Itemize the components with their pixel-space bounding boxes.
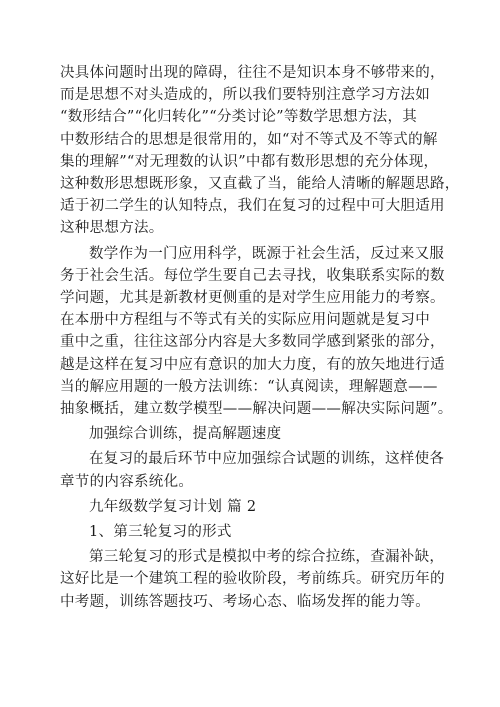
text-line: 当的解应用题的一般方法训练：“认真阅读，理解题意—— bbox=[60, 378, 438, 395]
text-line: “数形结合”“化归转化”“分类讨论”等数学思想方法，其 bbox=[60, 109, 418, 126]
text-line: 在复习的最后环节中应加强综合试题的训练，这样使各 bbox=[89, 451, 445, 468]
text-line: 重中之重，往往这部分内容是大多数同学感到紧张的部分， bbox=[60, 334, 445, 351]
paragraph-final-review bbox=[60, 448, 444, 492]
text-line: 这种数形思想既形象，又直截了当，能给人清晰的解题思路， bbox=[60, 176, 460, 193]
text-line: 越是这样在复习中应有意识的加大力度，有的放矢地进行适 bbox=[60, 356, 445, 373]
text-line: 加强综合训练，提高解题速度 bbox=[89, 426, 282, 443]
text-line: 1、第三轮复习的形式 bbox=[89, 524, 232, 541]
paragraph-mock-exam bbox=[60, 546, 444, 613]
text-line: 适于初二学生的认知特点，我们在复习的过程中可大胆适用 bbox=[60, 198, 445, 215]
section-heading-comprehensive-training bbox=[60, 423, 444, 445]
text-line: 务于社会生活。每位学生要自己去寻找，收集联系实际的数 bbox=[60, 267, 445, 284]
text-line: 数学作为一门应用科学，既源于社会生活，反过来又服 bbox=[89, 245, 445, 262]
article-title bbox=[60, 496, 444, 518]
text-line: 九年级数学复习计划 篇 2 bbox=[89, 498, 257, 515]
text-line: 集的理解”“对无理数的认识”中都有数形思想的充分体现， bbox=[60, 153, 439, 170]
text-line: 第三轮复习的形式是模拟中考的综合拉练，查漏补缺， bbox=[89, 549, 445, 566]
text-line: 章节的内容系统化。 bbox=[60, 473, 194, 490]
paragraph-applied-math bbox=[60, 243, 453, 421]
section-heading-third-round bbox=[60, 521, 444, 543]
text-line: 而是思想不对头造成的，所以我们要特别注意学习方法如 bbox=[60, 87, 430, 104]
paragraph-math-thinking bbox=[60, 62, 460, 240]
text-line: 中数形结合的思想是很常用的，如“对不等式及不等式的解 bbox=[60, 131, 438, 148]
text-line: 学问题，尤其是新教材更侧重的是对学生应用能力的考察。 bbox=[60, 290, 445, 307]
text-line: 在本册中方程组与不等式有关的实际应用问题就是复习中 bbox=[60, 312, 430, 329]
text-line: 决具体问题时出现的障碍，往往不是知识本身不够带来的， bbox=[60, 65, 445, 81]
text-line: 中考题，训练答题技巧、考场心态、临场发挥的能力等。 bbox=[60, 593, 430, 610]
text-line: 这种思想方法。 bbox=[60, 220, 164, 237]
document-body bbox=[60, 62, 460, 613]
text-line: 抽象概括，建立数学模型——解决问题——解决实际问题”。 bbox=[60, 401, 453, 418]
text-line: 这好比是一个建筑工程的验收阶段，考前练兵。研究历年的 bbox=[60, 571, 445, 588]
